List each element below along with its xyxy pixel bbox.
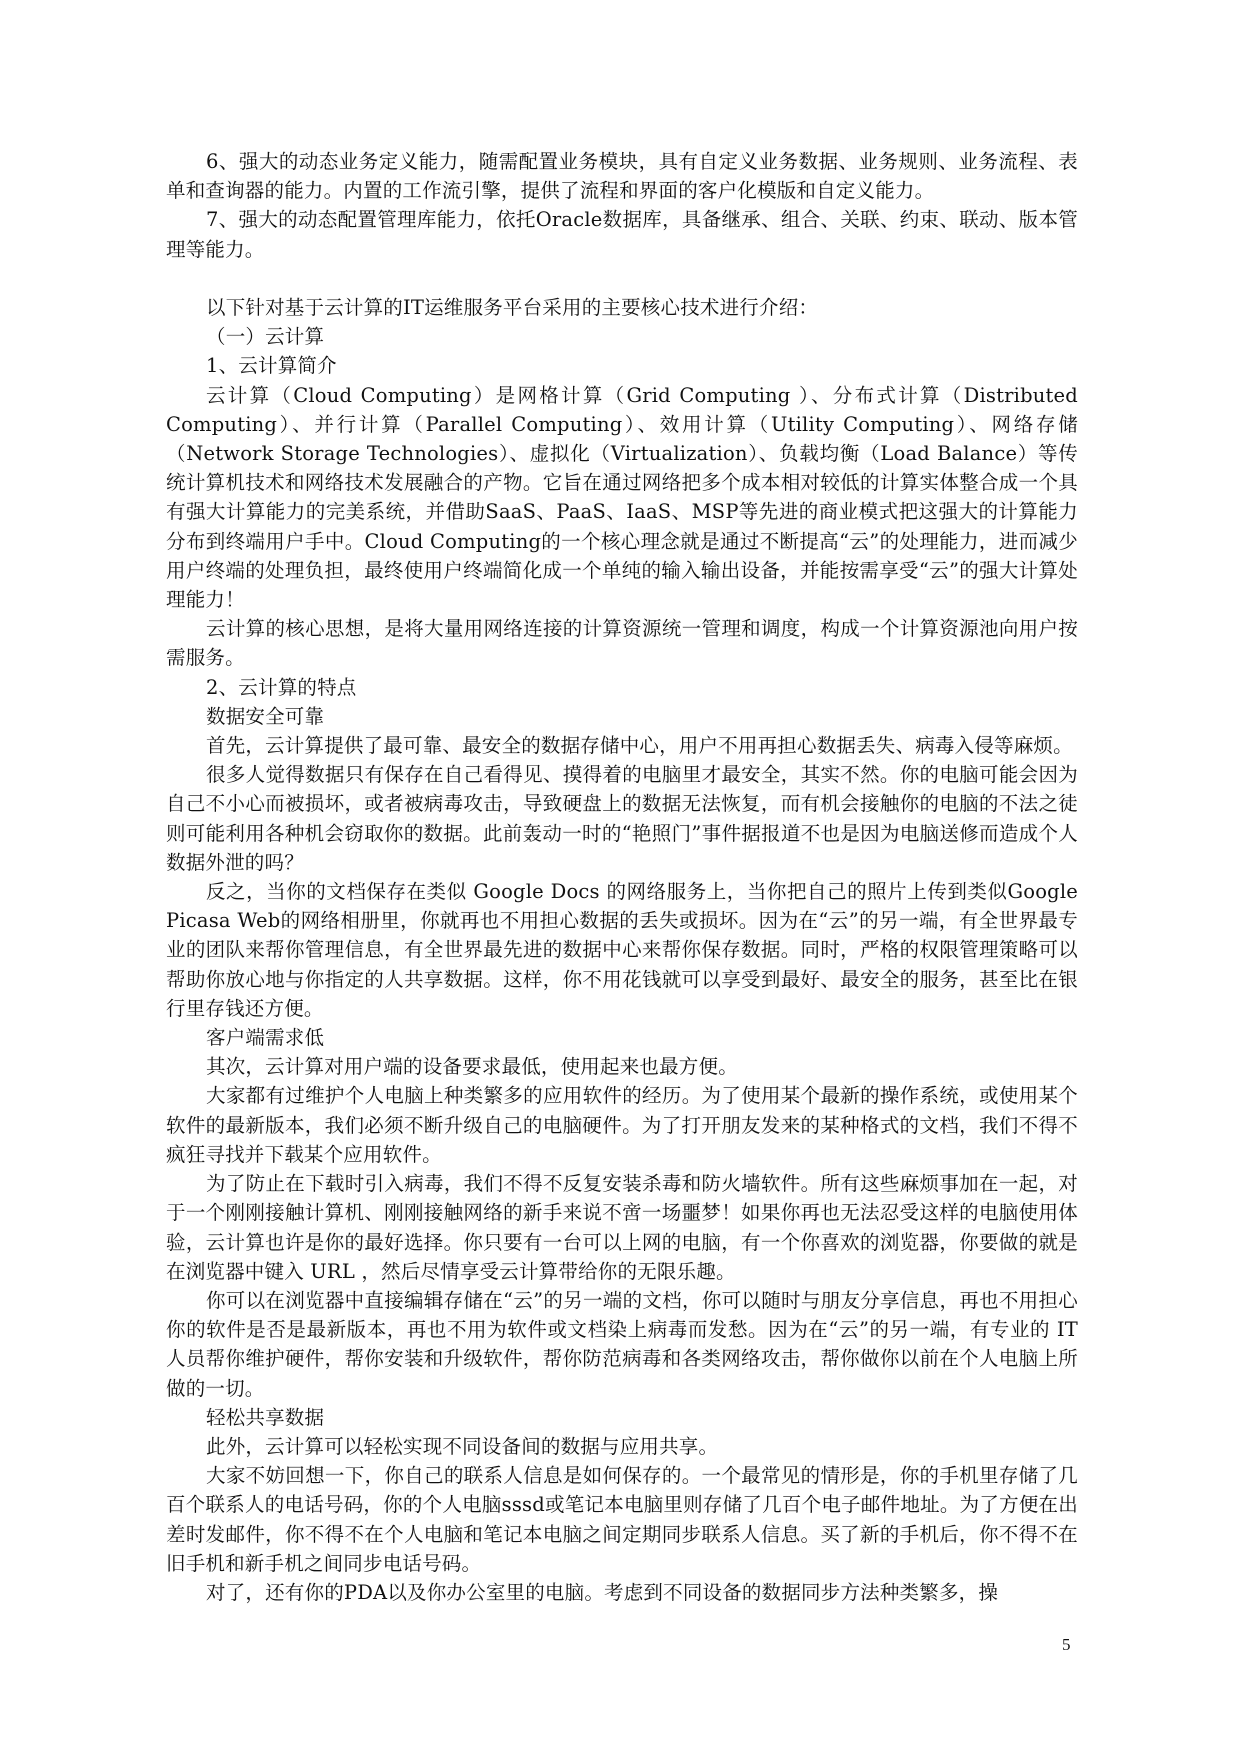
- paragraph-client-1: 其次，云计算对用户端的设备要求最低，使用起来也最方便。: [206, 1055, 738, 1079]
- paragraph-intro: 以下针对基于云计算的IT运维服务平台采用的主要核心技术进行介绍：: [206, 296, 819, 319]
- page-number: 5: [1062, 1635, 1071, 1654]
- paragraph-sharing-3: 对了，还有你的PDA以及你办公室里的电脑。考虑到不同设备的数据同步方法种类繁多，操: [206, 1580, 999, 1604]
- paragraph-sharing-2: 大家不妨回想一下，你自己的联系人信息是如何保存的。一个最常见的情形是，你的手机里存储了几百个联系人的电话号码，你的个人电脑sssd或笔记本电脑里则存储了几百个电子邮件地址。为了方便在出差时发邮件，你不得不在个人电脑和笔记本电脑之间定期同步联系人信息。买了新的手机后，你不得不在旧手机和新手机之间同步电话号码。: [166, 1464, 1078, 1575]
- paragraph-security-3: 反之，当你的文档保存在类似 Google Docs 的网络服务上，当你把自己的照片上传到类似Google Picasa Web的网络相册里，你就再也不用担心数据的丢失或损坏。因为在“云”的另一端，有全世界最专业的团队来帮你管理信息，有全世界最先进的数据中心来帮你保存数据。同时，严格的权限管理策略可以帮助你放心地与你指定的人共享数据。这样，你不用花钱就可以享受到最好、最安全的服务，甚至比在银行里存钱还方便。: [166, 880, 1078, 1020]
- subheading-data-sharing: 轻松共享数据: [206, 1405, 325, 1429]
- paragraph-security-1: 首先，云计算提供了最可靠、最安全的数据存储中心，用户不用再担心数据丢失、病毒入侵等麻烦。: [206, 734, 1073, 758]
- subheading-cloud-intro: 1、云计算简介: [206, 354, 337, 378]
- paragraph-client-3: 为了防止在下载时引入病毒，我们不得不反复安装杀毒和防火墙软件。所有这些麻烦事加在一起，对于一个刚刚接触计算机、刚刚接触网络的新手来说不啻一场噩梦！如果你再也无法忍受这样的电脑使用体验，云计算也许是你的最好选择。你只要有一台可以上网的电脑，有一个你喜欢的浏览器，你要做的就是在浏览器中键入 URL ，然后尽情享受云计算带给你的无限乐趣。: [166, 1172, 1078, 1283]
- blank-line: [166, 264, 1078, 293]
- paragraph-client-2: 大家都有过维护个人电脑上种类繁多的应用软件的经历。为了使用某个最新的操作系统，或使用某个软件的最新版本，我们必须不断升级自己的电脑硬件。为了打开朋友发来的某种格式的文档，我们不得不疯狂寻找并下载某个应用软件。: [166, 1084, 1078, 1166]
- paragraph-feature-6: 6、强大的动态业务定义能力，随需配置业务模块，具有自定义业务数据、业务规则、业务流程、表单和查询器的能力。内置的工作流引擎，提供了流程和界面的客户化模版和自定义能力。: [166, 150, 1078, 203]
- subheading-features: 2、云计算的特点: [206, 675, 357, 699]
- paragraph-core-idea: 云计算的核心思想，是将大量用网络连接的计算资源统一管理和调度，构成一个计算资源池向用户按需服务。: [166, 617, 1078, 670]
- section-heading-cloud: （一）云计算: [206, 325, 325, 349]
- document-body: [166, 147, 1078, 1607]
- paragraph-client-4: 你可以在浏览器中直接编辑存储在“云”的另一端的文档，你可以随时与朋友分享信息，再也不用担心你的软件是否是最新版本，再也不用为软件或文档染上病毒而发愁。因为在“云”的另一端，有专业的 IT 人员帮你维护硬件，帮你安装和升级软件，帮你防范病毒和各类网络攻击，帮你做你以前在个人电脑上所做的一切。: [166, 1288, 1078, 1400]
- paragraph-feature-7: 7、强大的动态配置管理库能力，依托Oracle数据库，具备继承、组合、关联、约束、联动、版本管理等能力。: [166, 208, 1078, 261]
- paragraph-security-2: 很多人觉得数据只有保存在自己看得见、摸得着的电脑里才最安全，其实不然。你的电脑可能会因为自己不小心而被损坏，或者被病毒攻击，导致硬盘上的数据无法恢复，而有机会接触你的电脑的不法之徒则可能利用各种机会窃取你的数据。此前轰动一时的“艳照门”事件据报道不也是因为电脑送修而造成个人数据外泄的吗？: [166, 763, 1078, 874]
- subheading-data-security: 数据安全可靠: [206, 704, 325, 728]
- paragraph-sharing-1: 此外，云计算可以轻松实现不同设备间的数据与应用共享。: [206, 1434, 719, 1458]
- paragraph-cloud-definition: 云计算（Cloud Computing）是网格计算（Grid Computing ）、分布式计算（Distributed Computing）、并行计算（Parallel Computing）、效用计算（Utility Computing）、网络存储（Network Storage Technologies）、虚拟化（Virtualization）、负载均衡（Load Balance）等传统计算机技术和网络技术发展融合的产物。它旨在通过网络把多个成本相对较低的计算实体整合成一个具有强大计算能力的完美系统，并借助SaaS、PaaS、IaaS、MSP等先进的商业模式把这强大的计算能力分布到终端用户手中。Cloud Computing的一个核心理念就是通过不断提高“云”的处理能力，进而减少用户终端的处理负担，最终使用户终端简化成一个单纯的输入输出设备，并能按需享受“云”的强大计算处理能力！: [166, 383, 1078, 612]
- subheading-client-requirements: 客户端需求低: [206, 1026, 325, 1050]
